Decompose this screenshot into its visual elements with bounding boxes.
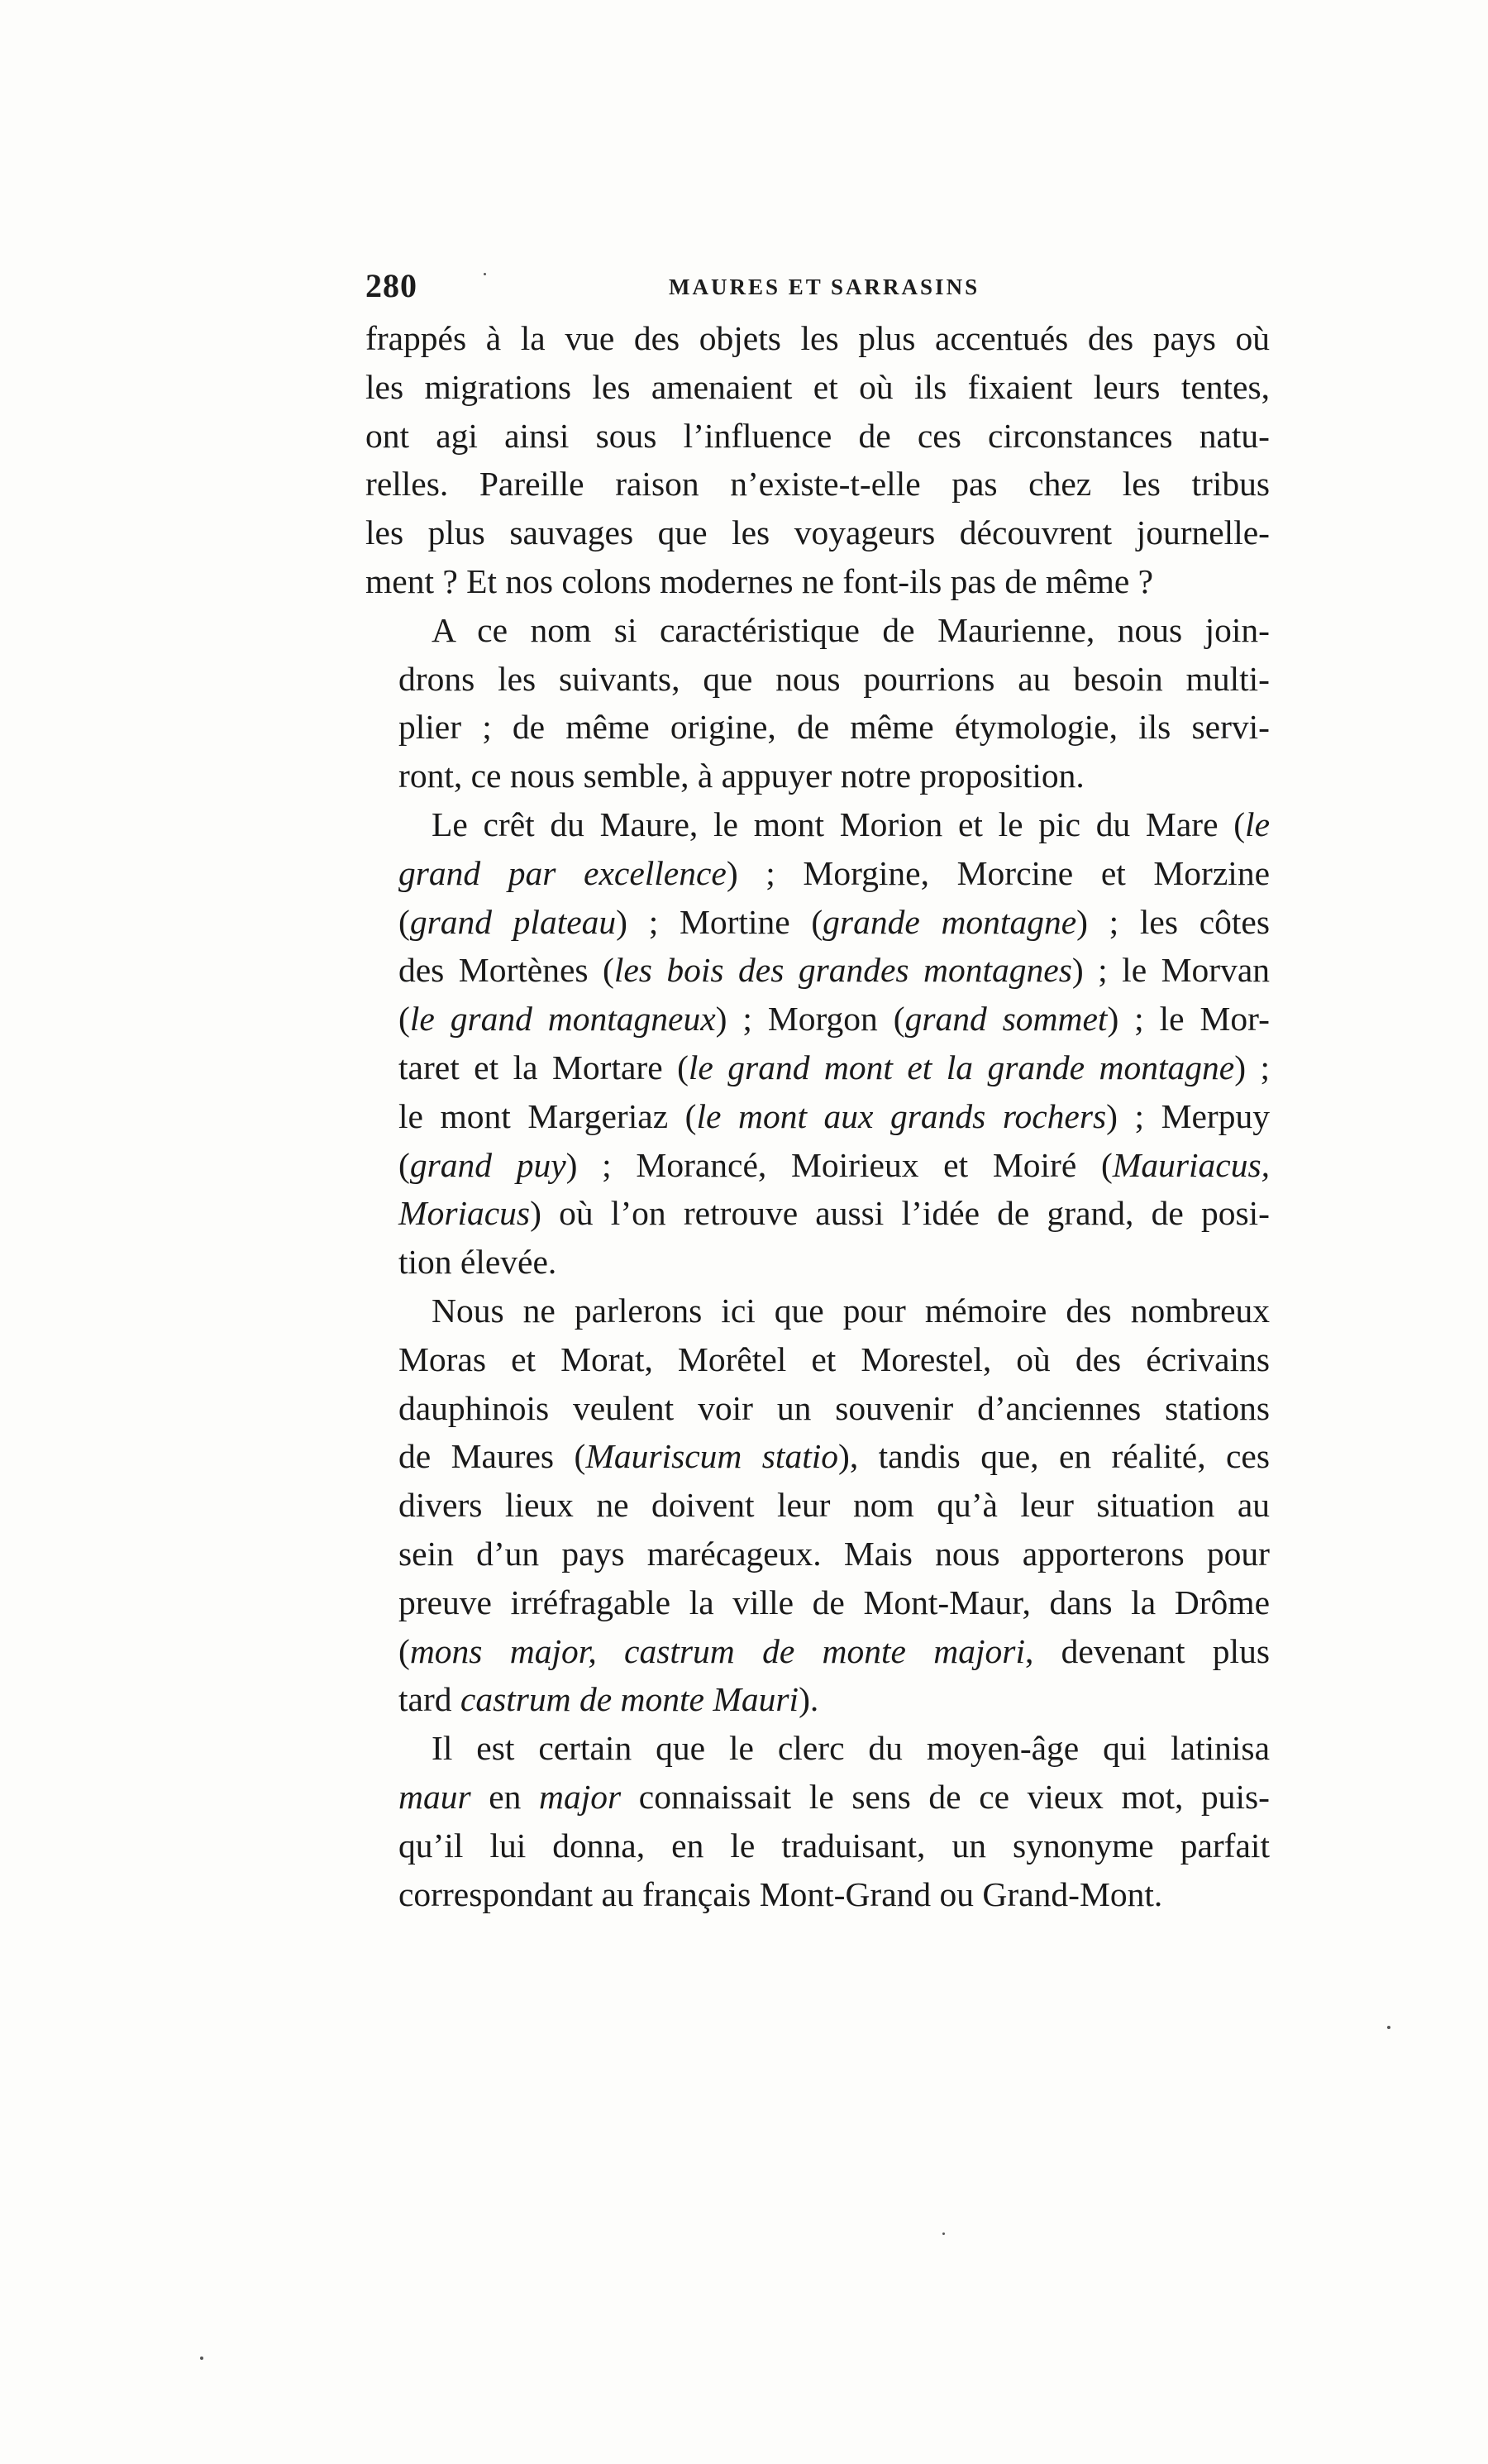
page-number: 280 [365, 267, 417, 304]
scan-speck [484, 273, 486, 275]
text-segment: ( [398, 1145, 410, 1184]
text-line [365, 1432, 1270, 1481]
text-line [365, 509, 1270, 557]
scan-speck [200, 2357, 203, 2360]
text-line [365, 1578, 1270, 1627]
text-segment: ont agi ainsi sous l’influence de ces circonstances natu- [365, 416, 1270, 455]
text-segment: Le crêt du Maure, le mont Morion et le pic du Mare ( [432, 805, 1246, 843]
italic-text: grande montagne [823, 902, 1077, 941]
text-segment: ) ; les côtes [1076, 902, 1270, 941]
paragraph [365, 1287, 1270, 1724]
italic-text: le mont aux grands rochers [696, 1096, 1107, 1135]
text-segment: ). [799, 1680, 819, 1719]
text-line [365, 655, 1270, 704]
text-segment: Il est certain que le clerc du moyen-âge qui latinisa [432, 1729, 1270, 1768]
text-line [365, 1627, 1270, 1676]
text-segment: des Mortènes ( [398, 951, 614, 990]
italic-text: Mauriacus, [1112, 1145, 1270, 1184]
text-segment: Moras et Morat, Morêtel et Morestel, où des écrivains [398, 1339, 1270, 1378]
text-line [365, 1773, 1270, 1822]
text-segment: ) ; le Morvan [1071, 951, 1270, 990]
italic-text: major [539, 1777, 622, 1816]
text-segment: ) ; Morancé, Moirieux et Moiré ( [565, 1145, 1113, 1184]
text-segment: connaissait le sens de ce vieux mot, puis- [621, 1777, 1270, 1816]
text-line [365, 314, 1270, 363]
paragraph [365, 1724, 1270, 1918]
text-segment: ront, ce nous semble, à appuyer notre proposition. [398, 757, 1085, 795]
text-segment: Nous ne parlerons ici que pour mémoire des nombreux [432, 1291, 1270, 1330]
running-title: MAURES ET SARRASINS [669, 275, 980, 299]
text-segment: dauphinois veulent voir un souvenir d’anciennes stations [398, 1388, 1270, 1427]
text-segment: les plus sauvages que les voyageurs découvrent journelle- [365, 513, 1270, 552]
text-line [365, 1092, 1270, 1141]
text-segment: plier ; de même origine, de même étymologie, ils servi- [398, 708, 1270, 747]
text-line [365, 1287, 1270, 1335]
text-line [365, 1384, 1270, 1433]
text-line [365, 1043, 1270, 1092]
text-segment: ( [398, 1631, 410, 1670]
text-segment: ment ? Et nos colons modernes ne font-ils pas de même ? [365, 561, 1154, 600]
italic-text: maur [398, 1777, 471, 1816]
text-segment: de Maures ( [398, 1437, 586, 1476]
text-segment: ) ; Morgon ( [715, 1000, 905, 1039]
italic-text: grand par excellence [398, 853, 727, 892]
text-segment: ) ; le Mor- [1107, 1000, 1270, 1039]
italic-text: le grand mont et la grande montagne [688, 1048, 1235, 1086]
text-segment: frappés à la vue des objets les plus accentués des pays où [365, 319, 1270, 357]
text-segment: ) ; Mortine ( [616, 902, 823, 941]
text-segment: le mont Margeriaz ( [398, 1096, 697, 1135]
text-line [365, 363, 1270, 412]
italic-text: mons major, castrum de monte majori [409, 1631, 1025, 1670]
italic-text: grand sommet [904, 1000, 1108, 1039]
text-line [365, 1141, 1270, 1190]
text-line [365, 412, 1270, 461]
text-segment: ) ; Morgine, Morcine et Morzine [726, 853, 1270, 892]
italic-text: le grand montagneux [409, 1000, 716, 1039]
text-line [365, 995, 1270, 1043]
italic-text: grand plateau [409, 902, 617, 941]
text-segment: ) où l’on retrouve aussi l’idée de grand, de posi- [530, 1194, 1270, 1233]
text-segment: ) ; Merpuy [1106, 1096, 1270, 1135]
running-head [365, 266, 1275, 308]
text-segment: qu’il lui donna, en le traduisant, un synonyme parfait [398, 1826, 1270, 1865]
text-segment: , devenant plus [1024, 1631, 1270, 1670]
italic-text: castrum de monte Mauri [460, 1680, 799, 1719]
text-line [365, 752, 1270, 800]
scan-speck [942, 2232, 945, 2235]
body-text [365, 314, 1270, 1918]
italic-text: le [1245, 805, 1270, 843]
text-line [365, 898, 1270, 947]
text-line [365, 1238, 1270, 1287]
text-line [365, 1335, 1270, 1384]
text-line [365, 1675, 1270, 1724]
text-line [365, 557, 1270, 606]
text-segment: drons les suivants, que nous pourrions au besoin multi- [398, 659, 1270, 698]
text-segment: sein d’un pays marécageux. Mais nous apporterons pour [398, 1534, 1270, 1573]
text-segment: ) ; [1234, 1048, 1270, 1086]
text-segment: en [470, 1777, 540, 1816]
text-segment: A ce nom si caractéristique de Maurienne, nous join- [432, 610, 1270, 649]
text-segment: taret et la Mortare ( [398, 1048, 689, 1086]
text-line [365, 1189, 1270, 1238]
text-line [365, 849, 1270, 898]
text-segment: correspondant au français Mont-Grand ou Grand-Mont. [398, 1874, 1163, 1913]
text-line [365, 1870, 1270, 1919]
text-line [365, 1724, 1270, 1773]
text-segment: les migrations les amenaient et où ils fixaient leurs tentes, [365, 367, 1270, 406]
text-segment: tion élevée. [398, 1243, 557, 1282]
italic-text: les bois des grandes montagnes [613, 951, 1072, 990]
text-segment: ( [398, 902, 410, 941]
italic-text: grand puy [409, 1145, 566, 1184]
text-line [365, 1530, 1270, 1578]
paragraph [365, 800, 1270, 1287]
text-segment: preuve irréfragable la ville de Mont-Maur, dans la Drôme [398, 1583, 1270, 1621]
text-line [365, 946, 1270, 995]
text-line [365, 703, 1270, 752]
italic-text: Mauriscum statio [585, 1437, 839, 1476]
text-segment: ), tandis que, en réalité, ces [838, 1437, 1271, 1476]
text-line [365, 606, 1270, 655]
text-segment: divers lieux ne doivent leur nom qu’à leur situation au [398, 1486, 1270, 1525]
text-line [365, 460, 1270, 509]
text-segment: tard [398, 1680, 460, 1719]
italic-text: Moriacus [398, 1194, 531, 1233]
text-line [365, 1822, 1270, 1870]
text-line [365, 1481, 1270, 1530]
text-segment: relles. Pareille raison n’existe-t-elle pas chez les tribus [365, 465, 1270, 504]
scan-speck [1387, 2026, 1390, 2029]
paragraph [365, 314, 1270, 606]
paragraph [365, 606, 1270, 800]
text-segment: ( [398, 1000, 410, 1039]
text-line [365, 800, 1270, 849]
